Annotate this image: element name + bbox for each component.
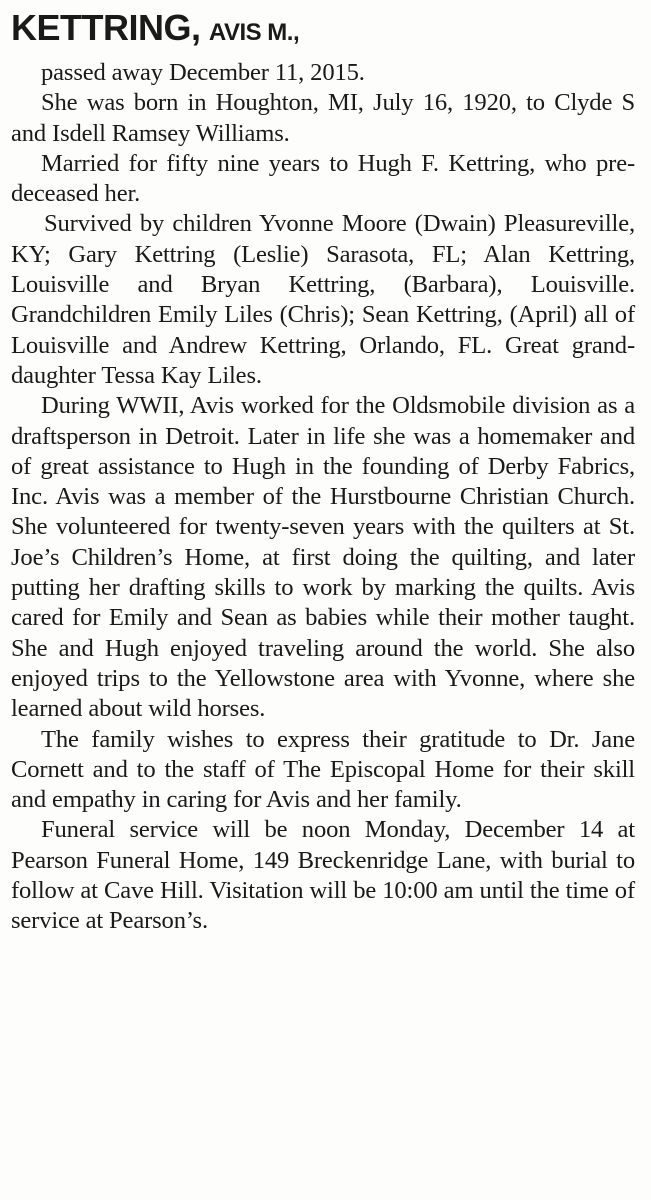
obituary-column	[11, 8, 635, 937]
paragraph-passing: passed away December 11, 2015.	[41, 59, 365, 86]
paragraph-funeral: Funeral service will be noon Monday, December 14 at Pearson Funeral Home, 149 Breckenridge Lane, with burial to follow at Cave Hill. Visitation will be 10:00 am until the time of service at Pearson’s.	[11, 816, 635, 935]
paragraph-life: During WWII, Avis worked for the Oldsmobile division as a draftsperson in Detroit. Later in life she was a homemaker and of great assistance to Hugh in the founding of Derby Fabrics, Inc. Avis was a member of the Hurstbourne Christian Church. She volunteered for twenty-seven years with the quilters at St. Joe’s Children’s Home, at first doing the quilting, and later putting her drafting skills to work by marking the quilts. Avis cared for Emily and Sean as babies while their mother taught. She and Hugh enjoyed traveling around the world. She also enjoyed trips to the Yellowstone area with Yvonne, where she learned about wild horses.	[11, 392, 635, 723]
cut-off-next-line	[30, 1192, 590, 1200]
paragraph-gratitude: The family wishes to express their gratitude to Dr. Jane Cornett and to the staff of The Episcopal Home for their skill and empathy in caring for Avis and her family.	[11, 725, 635, 814]
paragraph-survivors: Survived by children Yvonne Moore (Dwain) Pleasureville, KY; Gary Kettring (Leslie) Sarasota, FL; Alan Kettring, Louisville and Bryan Kettring, (Barbara), Louisville. Grandchildren Emily Liles (Chris); Sean Kettring, (April) all of Louisville and Andrew Kettring, Orlando, FL. Great grand-daughter Tessa Kay Liles.	[11, 210, 635, 389]
obituary-headline	[11, 8, 635, 52]
paragraph-birth: She was born in Houghton, MI, July 16, 1920, to Clyde S and Isdell Ramsey Williams.	[11, 89, 635, 147]
headline-surname: KETTRING,	[11, 7, 201, 48]
paragraph-marriage: Married for fifty nine years to Hugh F. Kettring, who pre-deceased her.	[11, 149, 635, 208]
headline-given-name: AVIS M.,	[208, 19, 300, 46]
